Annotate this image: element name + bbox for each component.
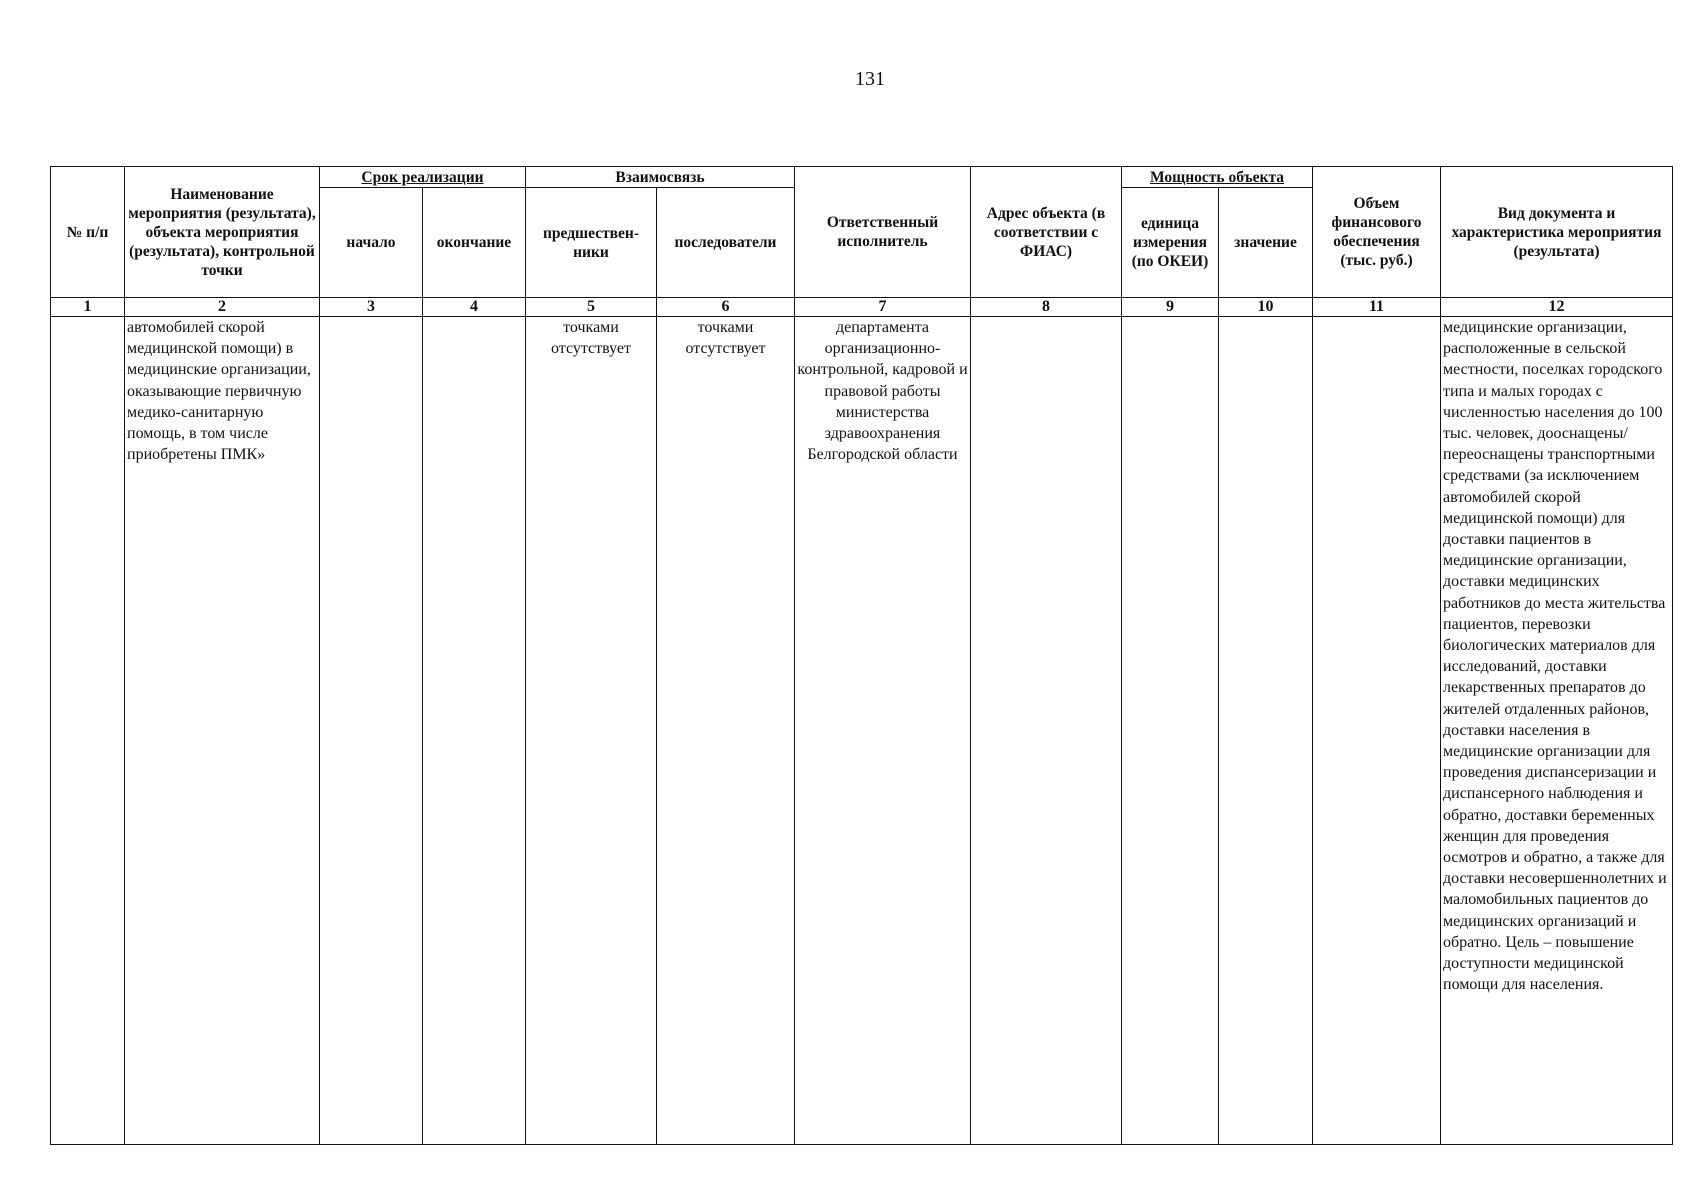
column-number: 9 bbox=[1122, 298, 1219, 317]
cell-start bbox=[320, 317, 423, 1145]
header-unit: единица измерения (по ОКЕИ) bbox=[1122, 188, 1219, 298]
activity-table bbox=[50, 166, 1673, 1145]
column-number: 4 bbox=[423, 298, 526, 317]
cell-address bbox=[971, 317, 1122, 1145]
cell-value bbox=[1219, 317, 1313, 1145]
cell-unit bbox=[1122, 317, 1219, 1145]
table-row bbox=[51, 317, 1673, 1145]
header-address: Адрес объекта (в соответствии с ФИАС) bbox=[971, 167, 1122, 298]
cell-predecessors: точками отсутствует bbox=[526, 317, 657, 1145]
column-number: 5 bbox=[526, 298, 657, 317]
header-successors: последователи bbox=[657, 188, 795, 298]
column-number: 2 bbox=[125, 298, 320, 317]
column-number: 12 bbox=[1441, 298, 1673, 317]
column-number: 1 bbox=[51, 298, 125, 317]
column-number: 10 bbox=[1219, 298, 1313, 317]
header-num: № п/п bbox=[51, 167, 125, 298]
cell-responsible: департамента организационно-контрольной, кадровой и правовой работы министерства здравоохранения Белгородской области bbox=[795, 317, 971, 1145]
header-name: Наименование мероприятия (результата), объекта мероприятия (результата), контрольной точки bbox=[125, 167, 320, 298]
column-number-row bbox=[51, 298, 1673, 317]
header-document: Вид документа и характеристика мероприятия (результата) bbox=[1441, 167, 1673, 298]
header-start: начало bbox=[320, 188, 423, 298]
column-number: 6 bbox=[657, 298, 795, 317]
column-number: 11 bbox=[1313, 298, 1441, 317]
header-term-group: Срок реализации bbox=[320, 167, 526, 188]
cell-name: автомобилей скорой медицинской помощи) в медицинские организации, оказывающие первичную медико-санитарную помощь, в том числе приобретены ПМК» bbox=[125, 317, 320, 1145]
header-finance: Объем финансового обеспечения (тыс. руб.) bbox=[1313, 167, 1441, 298]
header-value: значение bbox=[1219, 188, 1313, 298]
header-end: окончание bbox=[423, 188, 526, 298]
cell-document: медицинские организации, расположенные в сельской местности, поселках городского типа и малых городах с численностью населения до 100 тыс. человек, дооснащены/переоснащены транспортными средствами (за исключением автомобилей скорой медицинской помощи) для доставки пациентов в медицинские организации, доставки медицинских работников до места жительства пациентов, перевозки биологических материалов для исследований, доставки лекарственных препаратов до жителей отдаленных районов, доставки населения в медицинские организации для проведения диспансеризации и диспансерного наблюдения и обратно, доставки беременных женщин для проведения осмотров и обратно, а также для доставки несовершеннолетних и маломобильных пациентов до медицинских организаций и обратно. Цель – повышение доступности медицинской помощи для населения. bbox=[1441, 317, 1673, 1145]
column-number: 3 bbox=[320, 298, 423, 317]
column-number: 7 bbox=[795, 298, 971, 317]
header-capacity-group: Мощность объекта bbox=[1122, 167, 1313, 188]
cell-finance bbox=[1313, 317, 1441, 1145]
cell-end bbox=[423, 317, 526, 1145]
column-number: 8 bbox=[971, 298, 1122, 317]
page-number: 131 bbox=[855, 68, 885, 90]
header-predecessors: предшествен-ники bbox=[526, 188, 657, 298]
header-relation-group: Взаимосвязь bbox=[526, 167, 795, 188]
header-responsible: Ответственный исполнитель bbox=[795, 167, 971, 298]
cell-successors: точками отсутствует bbox=[657, 317, 795, 1145]
cell-num bbox=[51, 317, 125, 1145]
